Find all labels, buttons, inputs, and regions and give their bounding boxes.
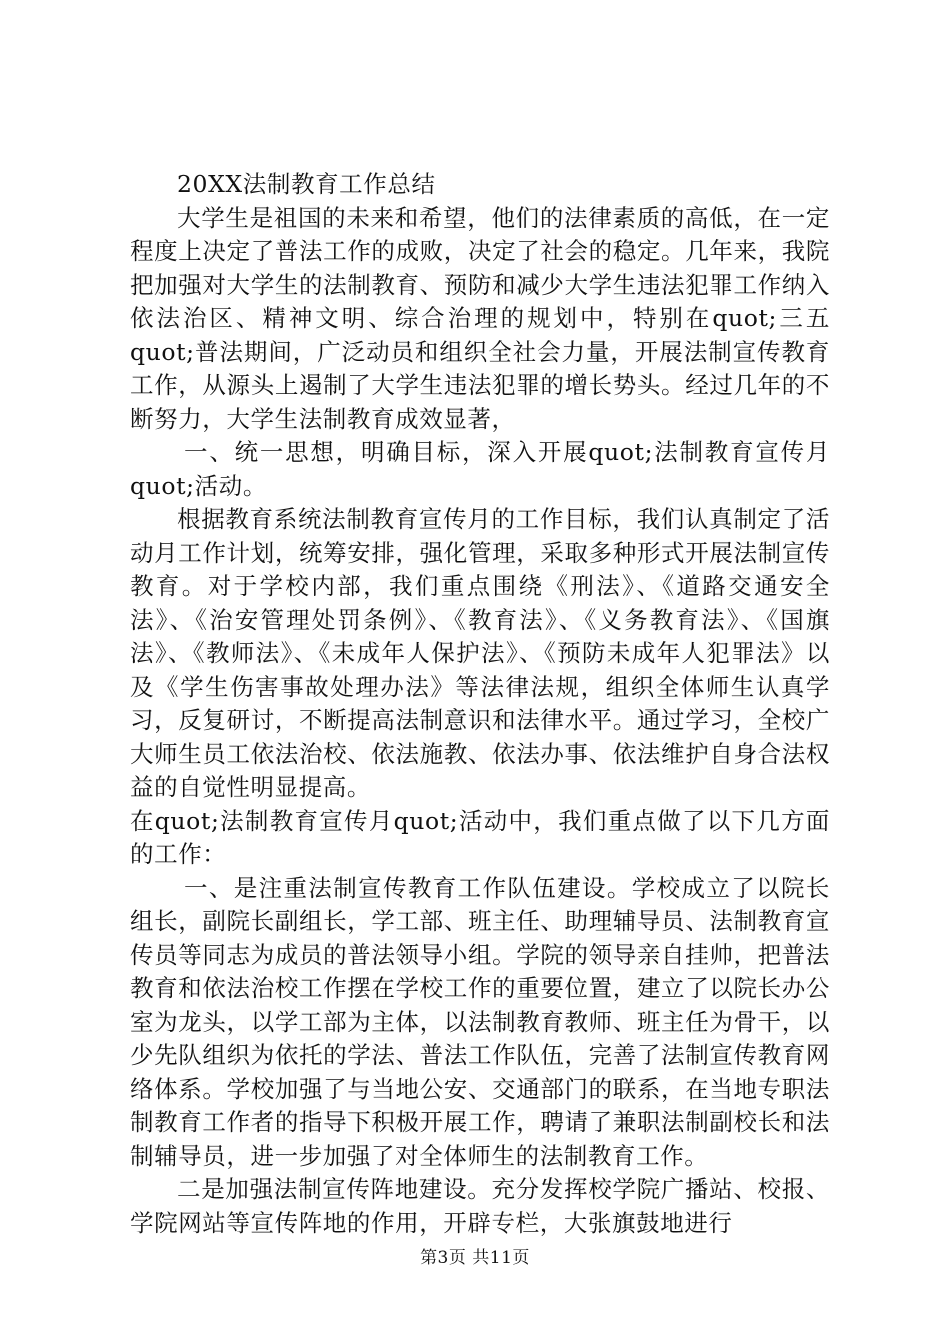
page-number-footer: 第3页 共11页	[420, 1248, 530, 1268]
paragraph-team-building: 一、是注重法制宣传教育工作队伍建设。学校成立了以院长组长，副院长副组长，学工部、班主任、助理辅导员、法制教育宣传员等同志为成员的普法领导小组。学院的领导亲自挂帅，把普法教育和依法治校工作摆在学校工作的重要位置，建立了以院长办公室为龙头，以学工部为主体，以法制教育教师、班主任为骨干，以少先队组织为依托的学法、普法工作队伍，完善了法制宣传教育网络体系。学校加强了与当地公安、交通部门的联系，在当地专职法制教育工作者的指导下积极开展工作，聘请了兼职法制副校长和法制辅导员，进一步加强了对全体师生的法制教育工作。	[130, 873, 830, 1170]
document-body	[130, 168, 830, 1240]
paragraph-position-building: 二是加强法制宣传阵地建设。充分发挥校学院广播站、校报、学院网站等宣传阵地的作用，开辟专栏，大张旗鼓地进行	[130, 1175, 830, 1237]
paragraph-section-1-heading: 一、统一思想，明确目标，深入开展quot;法制教育宣传月quot;活动。	[130, 438, 830, 500]
paragraph-publicity-month: 根据教育系统法制教育宣传月的工作目标，我们认真制定了活动月工作计划，统筹安排，强化管理，采取多种形式开展法制宣传教育。对于学校内部，我们重点围绕《刑法》、《道路交通安全法》、《治安管理处罚条例》、《教育法》、《义务教育法》、《国旗法》、《教师法》、《未成年人保护法》、《预防未成年人犯罪法》以及《学生伤害事故处理办法》等法律法规，组织全体师生认真学习，反复研讨，不断提高法制意识和法律水平。通过学习，全校广大师生员工依法治校、依法施教、依法办事、依法维护自身合法权益的自觉性明显提高。	[130, 505, 830, 801]
paragraph-work-intro: 在quot;法制教育宣传月quot;活动中，我们重点做了以下几方面的工作：	[130, 806, 830, 868]
document-title: 20XX法制教育工作总结	[177, 170, 436, 198]
paragraph-intro: 大学生是祖国的未来和希望，他们的法律素质的高低，在一定程度上决定了普法工作的成败，决定了社会的稳定。几年来，我院把加强对大学生的法制教育、预防和减少大学生违法犯罪工作纳入依法治区、精神文明、综合治理的规划中，特别在quot;三五quot;普法期间，广泛动员和组织全社会力量，开展法制宣传教育工作，从源头上遏制了大学生违法犯罪的增长势头。经过几年的不断努力，大学生法制教育成效显著，	[130, 203, 830, 433]
